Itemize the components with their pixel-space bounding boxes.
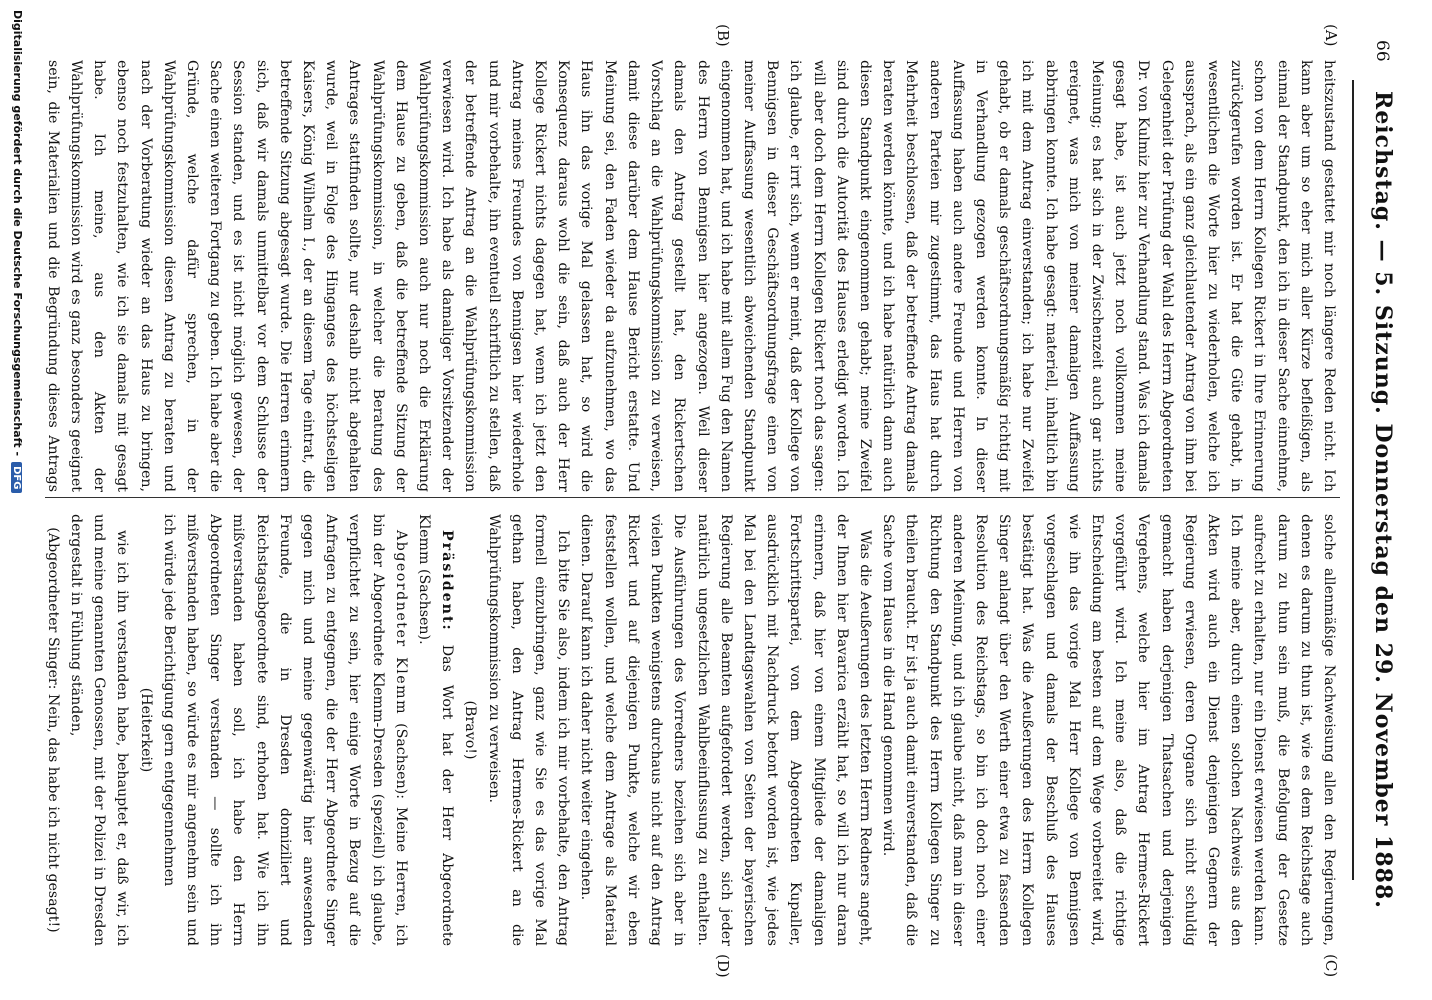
credit-text: Digitalisierung gefördert durch die Deutsche Forschungsgemeinschaft - bbox=[11, 10, 24, 457]
president-statement bbox=[412, 514, 458, 946]
president-label: Präsident: bbox=[439, 530, 456, 632]
bravo-interjection: (Bravo!) bbox=[462, 700, 479, 760]
klemm-statement bbox=[157, 514, 412, 946]
running-head: Reichstag. — 5. Sitzung. Donnerstag den 29. November 1888. bbox=[1370, 91, 1396, 909]
page-header bbox=[1366, 40, 1406, 960]
right-paragraph: Ich bitte Sie also, indem ich mir vorbehalte, den Antrag formell einzubringen, ganz wie Sie es das vorige Mal gethan haben, den Antrag Hermes-Rickert an die Wahlprüfungskommission zu verweisen. bbox=[485, 514, 572, 946]
margin-marker-b: (B) bbox=[714, 24, 732, 47]
column-divider bbox=[45, 497, 1340, 498]
margin-marker-a: (A) bbox=[1322, 24, 1340, 47]
margin-marker-d: (D) bbox=[714, 954, 732, 978]
right-paragraph: solche allenmäßige Nachweisung allen den Regierungen, denen es darum zu thun ist, wie es dem Reichstage auch darum zu thun sein muß, die Befolgung der Gesetze aufrecht zu erhalten, nur ein Dienst erwiesen werden kann. Ich meine aber, durch einen solchen Nachweis aus den Akten wird auch ein Dienst denjenigen Gegnern der Regierung erwiesen, deren Organe sich nicht schuldig gemacht haben derjenigen Thatsachen und derjenigen Vergehens, welche hier im Antrag Hermes-Rickert vorgeführt wird. Ich meine also, daß die richtige Entscheidung am besten auf dem Wege vorbereitet wird, wie ihn das vorige Mal Herr Kollege von Bennigsen vorgeschlagen und damals der Beschluß des Hauses bestätigt hat. Was die Aeußerungen des Herrn Kollegen Singer anlangt über den Werth einer etwa zu fassenden Resolution des Reichstags, so bin ich doch noch einer anderen Meinung, und ich glaube nicht, daß man in dieser Richtung den Standpunkt des Herrn Kollegen Singer zu theilen braucht. Er ist ja auch damit einverstanden, daß die Sache vom Hause in die Hand genommen wird. bbox=[880, 514, 1337, 946]
left-paragraph: heitszustand gestattet mir noch längere Reden nicht. Ich kann aber um so eher mich aller Kürze befleißigen, als einmal der Standpunkt, den ich in dieser Sache einnehme, schon von dem Herrn Kollegen Rickert in Ihre Erinnerung zurückgerufen worden ist. Er hat die Güte gehabt, in wesentlichen die Worte hier zu wiederholen, welche ich aussprach, als ein ganz gleichlautender Antrag von ihm bei Gelegenheit der Prüfung der Wahl des Herrn Abgeordneten Dr. von Kulmiz hier zur Verhandlung stand. Was ich damals gesagt habe, ist auch jetzt noch vollkommen meine Meinung; es hat sich in der Zwischenzeit auch gar nichts ereignet, was mich von meiner damaligen Auffassung abbringen konnte. Ich habe gesagt: materiell, inhaltlich bin ich mit dem Antrag einverstanden; ich habe nur Zweifel gehabt, ob er damals geschäftsordnungsmäßig richtig mit in Verhandlung gezogen werden konnte. In dieser Auffassung haben auch andere Freunde und Herren von anderen Parteien mir zugestimmt, das Haus hat durch Mehrheit beschlossen, daß der betreffende Antrag damals beraten werden könnte, und ich habe natürlich dann auch diesen Standpunkt eingenommen gehabt; meine Zweifel sind durch die Autorität des Hauses erledigt worden. Ich will aber doch dem Herrn Kollegen Rickert noch das sagen: ich glaube, er irrt sich, wenn er meint, daß der Kollege von Bennigsen in dieser Geschäftsordnungsfrage einen von meiner Auffassung wesentlich abweichenden Standpunkt eingenommen hat, und ich habe mit allem Fug den Namen des Herrn von Bennigsen hier angezogen. Weil dieser damals den Antrag gestellt hat, den Rickertschen Vorschlag an die Wahlprüfungskommission zu verweisen, damit diese darüber dem Hause Bericht erstatte. Und Meinung sei, den Faden wieder da aufzunehmen, wo das Haus ihn das vorige Mal gelassen hat, so wird die Konsequenz daraus wohl die sein, daß auch der Herr Kollege Rickert nichts dagegen hat, wenn ich jetzt den Antrag meines Freundes von Bennigsen hier wiederhole und mir vorbehalte, ihn eventuell schriftlich zu stellen, daß der betreffende Antrag an die Wahlprüfungskommission verwiesen wird. Ich habe als damaliger Vorsitzender der Wahlprüfungskommission auch nur noch die Erklärung dem Hause zu geben, daß die betreffende Sitzung der Wahlprüfungskommission, in welcher die Beratung des Antrages stattfinden sollte, nur deshalb nicht abgehalten wurde, weil in Folge des Hinganges des höchstseligen Kaisers, König Wilhelm I., der an diesem Tage eintrat, die betreffende Sitzung abgesagt wurde. Die Herren erinnern sich, daß wir damals unmittelbar vor dem Schlusse der Session standen, und es ist nicht möglich gewesen, der Sache einen weiteren Fortgang zu geben. Ich habe aber die Gründe, welche dafür sprechen, in der Wahlprüfungskommission diesen Antrag zu beraten und nach der Vorberatung wieder an das Haus zu bringen, ebenso noch festzuhalten, wie ich sie damals mit gesagt habe. Ich meine, aus den Akten der Wahlprüfungskommission wird es ganz besonders geeignet sein, die Materialien und die Begründung dieses Antrags bbox=[44, 60, 1337, 492]
dfg-badge: DFG bbox=[11, 462, 22, 493]
right-paragraph: Was die Aeußerungen des letzten Herrn Redners angeht, der Ihnen hier Bavarica erzählt hat, so will ich nur daran erinnern, daß hier von einem Mitgliede der damaligen Fortschrittspartei, von dem Abgeordneten Kupaller, ausdrücklich mit Nachdruck betont worden ist, wie jedes Mal bei den Landtagswahlen von Seiten der bayerischen Regierung alle Beamten aufgefordert werden, sich jeder natürlich ungesetzlichen Wahlbeeinflussung zu enthalten. Die Ausführungen des Vorredners beziehen sich aber in vielen Punkten wenigstens durchaus nicht auf den Antrag Rickert und auf diejenigen Punkte, welche wir eben feststellen wollen, und welche dem Antrage als Material dienen. Darauf kann ich daher nicht weiter eingehen. bbox=[578, 514, 873, 946]
singer-interjection bbox=[41, 514, 64, 946]
klemm-text: (Sachsen): Meine Herren, ich bin der Abgeordnete Klemm-Dresden (speziell) ich glaube, verpflichtet zu sein, hier einige Worte in Bezug auf die Anfragen zu entgegnen, die der Herr Abgeordnete Singer gegen mich und meine gegenwärtig hier anwesenden Freunde, die in Dresden domiziliert und Reichstagsabgeordnete sind, erhoben hat. Wie ich ihn mißverstanden haben soll, ich habe den Herrn Abgeordneten Singer verstanden — sollte ich ihn mißverstanden haben, so würde es mir angenehm sein und ich würde jede Berichtigung gern entgegennehmen bbox=[160, 514, 409, 946]
right-column bbox=[40, 514, 1340, 946]
klemm-label: Abgeordneter Klemm bbox=[392, 530, 409, 716]
digitization-credit bbox=[8, 10, 24, 990]
klemm-continuation-2 bbox=[40, 514, 41, 946]
left-column bbox=[40, 60, 1340, 492]
margin-marker-c: (C) bbox=[1322, 954, 1340, 978]
singer-label: (Abgeordneter Singer: bbox=[44, 527, 61, 690]
page-number: 66 bbox=[1372, 40, 1392, 62]
heiterkeit-interjection: (Heiterkeit) bbox=[137, 687, 154, 773]
singer-text: Nein, das habe ich nicht gesagt!) bbox=[44, 693, 61, 933]
klemm-continuation: wie ich ihn verstanden habe, behauptet er, daß wir, ich und meine genannten Genossen, mit der Polizei in Dresden dergestalt in Fühlung ständen, bbox=[68, 514, 131, 946]
header-rule bbox=[1352, 80, 1354, 880]
president-text: Das Wort hat der Herr Abgeordnete Klemm (Sachsen). bbox=[416, 514, 456, 946]
